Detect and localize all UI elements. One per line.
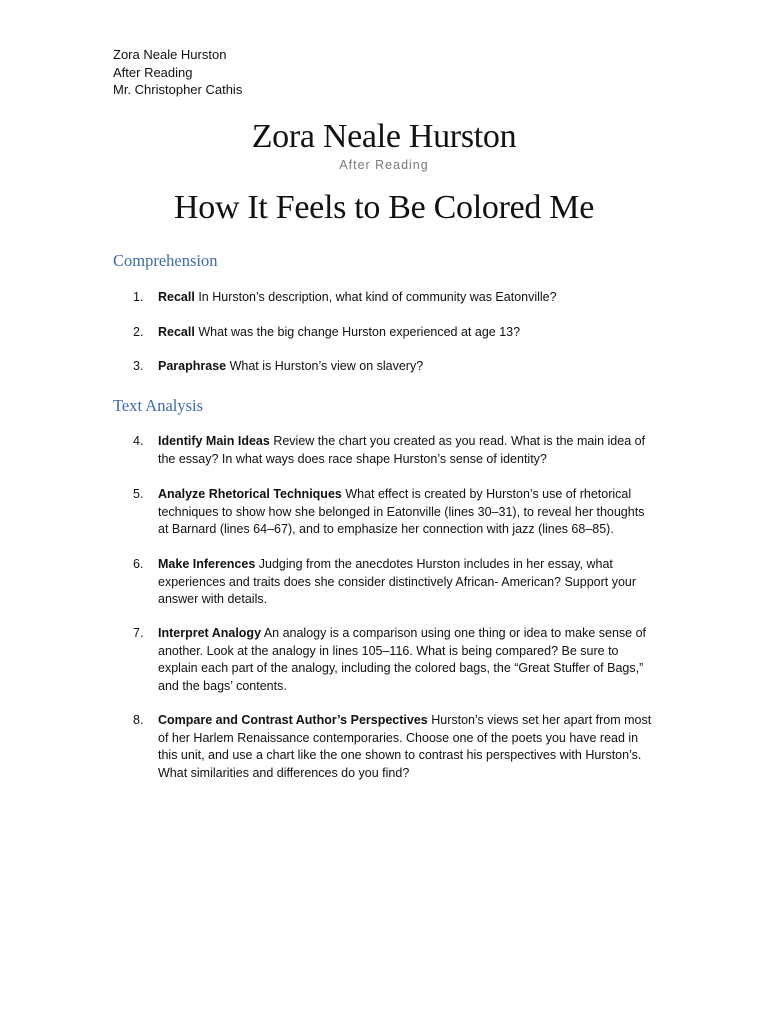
header-author: Zora Neale Hurston: [113, 47, 227, 62]
question-number: 8.: [133, 713, 144, 727]
header-teacher: Mr. Christopher Cathis: [113, 82, 243, 97]
header-section: After Reading: [113, 64, 193, 80]
question-lead: Recall: [158, 290, 195, 304]
question-number: 7.: [133, 626, 144, 640]
question-text: Hurston’s views set her apart from most of her Harlem Renaissance contemporaries. Choose one of the poets you have read in this unit, and use a chart like the one shown to contrast his perspectives with Hurston’s. What similarities and differences do you find?: [158, 713, 652, 780]
question-text: Review the chart you created as you read. What is the main idea of the essay? In what ways does race shape Hurston’s sense of identity?: [158, 434, 646, 466]
question-text: What is Hurston’s view on slavery?: [226, 359, 424, 373]
question-lead: Paraphrase: [158, 359, 227, 373]
question-item: [113, 486, 658, 539]
question-lead: Recall: [158, 325, 195, 339]
question-item: [113, 324, 658, 342]
question-number: 5.: [133, 487, 144, 501]
question-number: 3.: [133, 359, 144, 373]
question-lead: Identify Main Ideas: [158, 434, 270, 448]
question-number: 4.: [133, 434, 144, 448]
section-heading-text-analysis: Text Analysis: [113, 396, 204, 415]
page-title: Zora Neale Hurston: [251, 118, 517, 155]
question-item: [113, 358, 658, 376]
page-subtitle: After Reading: [339, 158, 429, 172]
question-text: What effect is created by Hurston’s use of rhetorical techniques to show how she belonged in Eatonville (lines 30–31), to reveal her thoughts at Barnard (lines 64–67), and to emphasize her connection with jazz (lines 68–85).: [158, 487, 645, 536]
question-item: [113, 625, 658, 695]
question-text: Judging from the anecdotes Hurston includes in her essay, what experiences and traits does she consider distinctively African- American? Support your answer with details.: [158, 557, 637, 606]
question-item: [113, 556, 658, 609]
question-text: What was the big change Hurston experienced at age 13?: [194, 325, 521, 339]
question-lead: Compare and Contrast Author’s Perspectives: [158, 713, 428, 727]
question-text: An analogy is a comparison using one thing or idea to make sense of another. Look at the analogy in lines 105–116. What is being compared? Be sure to explain each part of the analogy, including the colored bags, the “Great Stuffer of Bags,” and the bags’ contents.: [158, 626, 646, 693]
question-number: 6.: [133, 557, 144, 571]
question-number: 2.: [133, 325, 144, 339]
question-lead: Analyze Rhetorical Techniques: [158, 487, 342, 501]
question-lead: Make Inferences: [158, 557, 256, 571]
question-text: In Hurston’s description, what kind of community was Eatonville?: [194, 290, 557, 304]
question-lead: Interpret Analogy: [158, 626, 262, 640]
section-heading-comprehension: Comprehension: [113, 251, 218, 270]
essay-title: How It Feels to Be Colored Me: [173, 189, 595, 226]
question-item: [113, 289, 658, 307]
document-header: [113, 46, 242, 99]
question-item: [113, 433, 658, 468]
question-item: [113, 712, 658, 782]
question-number: 1.: [133, 290, 144, 304]
